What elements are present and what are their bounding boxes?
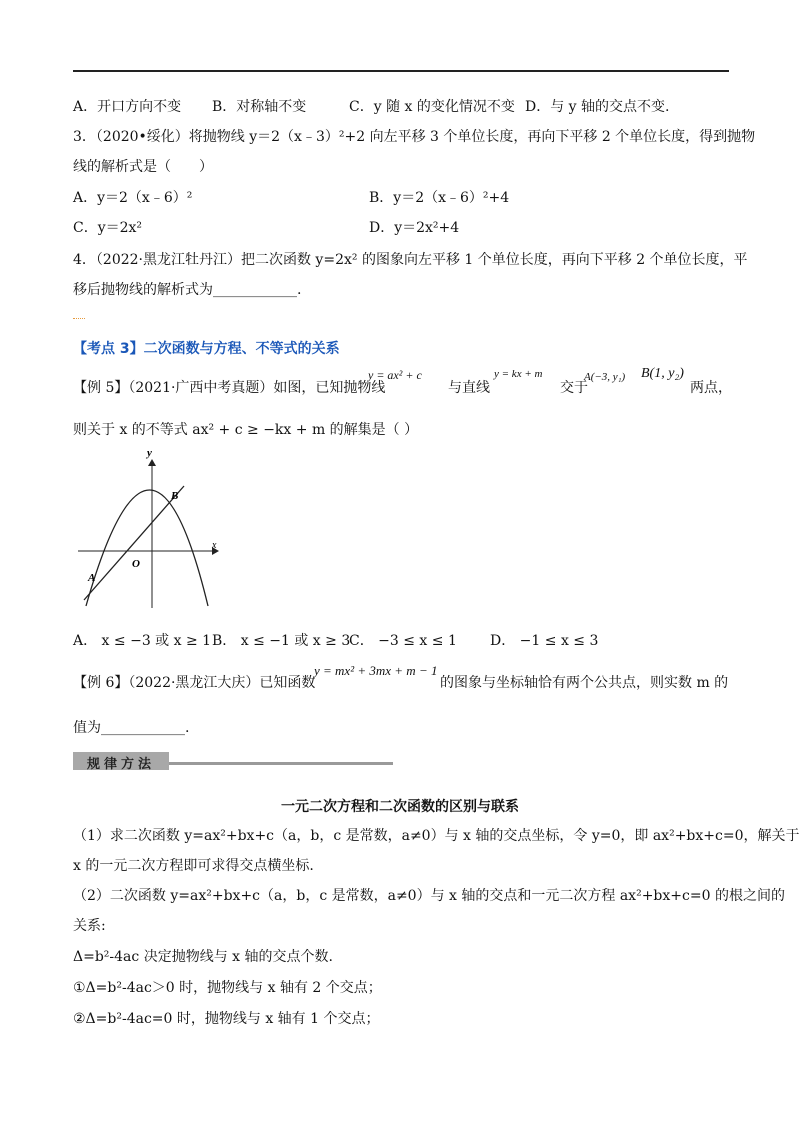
example5-cross: 交于	[560, 380, 588, 396]
example6-intro: 【例 6】（2022·黑龙江大庆）已知函数	[73, 675, 316, 691]
divider-dots	[73, 318, 85, 319]
q4-stem-line1: 4．（2022·黑龙江牡丹江）把二次函数 y=2x² 的图象向左平移 1 个单位长度，再向下平移 2 个单位长度，平	[73, 252, 748, 268]
method-p1-line1: （1）求二次函数 y=ax²+bx+c（a，b，c 是常数，a≠0）与 x 轴的交点坐标，令 y=0，即 ax²+bx+c=0，解关于	[73, 828, 800, 844]
example5-mid: 与直线	[448, 380, 490, 396]
q3-option-c: C．y＝2x²	[73, 220, 143, 236]
q2-option-d: D．与 y 轴的交点不变.	[525, 99, 670, 115]
origin-label: O	[132, 558, 140, 570]
straight-line	[84, 486, 184, 600]
parabola-line-graph	[72, 450, 232, 610]
example6-function: y = mx² + 3mx + m − 1	[314, 663, 438, 678]
method-banner	[73, 752, 393, 770]
method-delta: Δ=b²-4ac 决定抛物线与 x 轴的交点个数.	[73, 949, 333, 965]
q3-option-d: D．y＝2x²+4	[369, 220, 460, 236]
method-case1: ①Δ=b²-4ac＞0 时，抛物线与 x 轴有 2 个交点；	[73, 980, 382, 996]
example5-intro: 【例 5】（2021·广西中考真题）如图，已知抛物线	[73, 380, 386, 396]
q3-stem-line1: 3．（2020•绥化）将抛物线 y＝2（x﹣3）²+2 向左平移 3 个单位长度，再向下平移 2 个单位长度，得到抛物	[73, 129, 756, 145]
method-case2: ②Δ=b²-4ac=0 时，抛物线与 x 轴有 1 个交点；	[73, 1011, 380, 1027]
parabola-curve	[86, 490, 208, 606]
example6-rest: 的图象与坐标轴恰有两个公共点，则实数 m 的	[440, 675, 729, 691]
example5-point-b: B(1, y₂)	[641, 366, 684, 381]
method-p2-line2: 关系:	[73, 918, 106, 934]
example5-option-c: C． −3 ≤ x ≤ 1	[349, 633, 457, 649]
q3-option-a: A．y＝2（x﹣6）²	[73, 190, 193, 206]
example6-line2: 值为____________.	[73, 720, 190, 736]
section-heading: 【考点 3】二次函数与方程、不等式的关系	[73, 341, 340, 357]
q3-option-b: B．y＝2（x﹣6）²+4	[369, 190, 510, 206]
example5-line2: 则关于 x 的不等式 ax² + c ≥ −kx + m 的解集是（ ）	[73, 422, 419, 438]
method-label: 规律方法	[87, 757, 156, 772]
method-p2-line1: （2）二次函数 y=ax²+bx+c（a，b，c 是常数，a≠0）与 x 轴的交点和一元二次方程 ax²+bx+c=0 的根之间的	[73, 888, 785, 904]
q4-stem-line2: 移后抛物线的解析式为____________.	[73, 282, 302, 298]
example5-option-a: A． x ≤ −3 或 x ≥ 1	[73, 633, 212, 649]
method-p1-line2: x 的一元二次方程即可求得交点横坐标.	[73, 858, 314, 874]
q3-stem-line2: 线的解析式是（ ）	[73, 159, 213, 175]
example5-option-b: B． x ≤ −1 或 x ≥ 3	[212, 633, 351, 649]
example5-end: 两点，	[690, 380, 732, 396]
method-title: 一元二次方程和二次函数的区别与联系	[281, 799, 519, 815]
example5-parabola: y = ax² + c	[368, 368, 422, 382]
method-rule	[169, 762, 393, 765]
method-tab	[73, 752, 169, 770]
y-axis-label: y	[147, 450, 152, 459]
x-axis-label: x	[212, 540, 217, 551]
example5-line: y = kx + m	[494, 368, 543, 380]
example5-point-a: A(−3, y₁)	[584, 371, 626, 383]
example5-option-d: D． −1 ≤ x ≤ 3	[490, 633, 599, 649]
q2-option-c: C．y 随 x 的变化情况不变	[349, 99, 515, 115]
point-b-label: B	[171, 490, 179, 502]
header-rule	[73, 70, 729, 72]
q2-option-b: B．对称轴不变	[212, 99, 307, 115]
point-a-label: A	[88, 572, 96, 584]
q2-option-a: A．开口方向不变	[73, 99, 182, 115]
